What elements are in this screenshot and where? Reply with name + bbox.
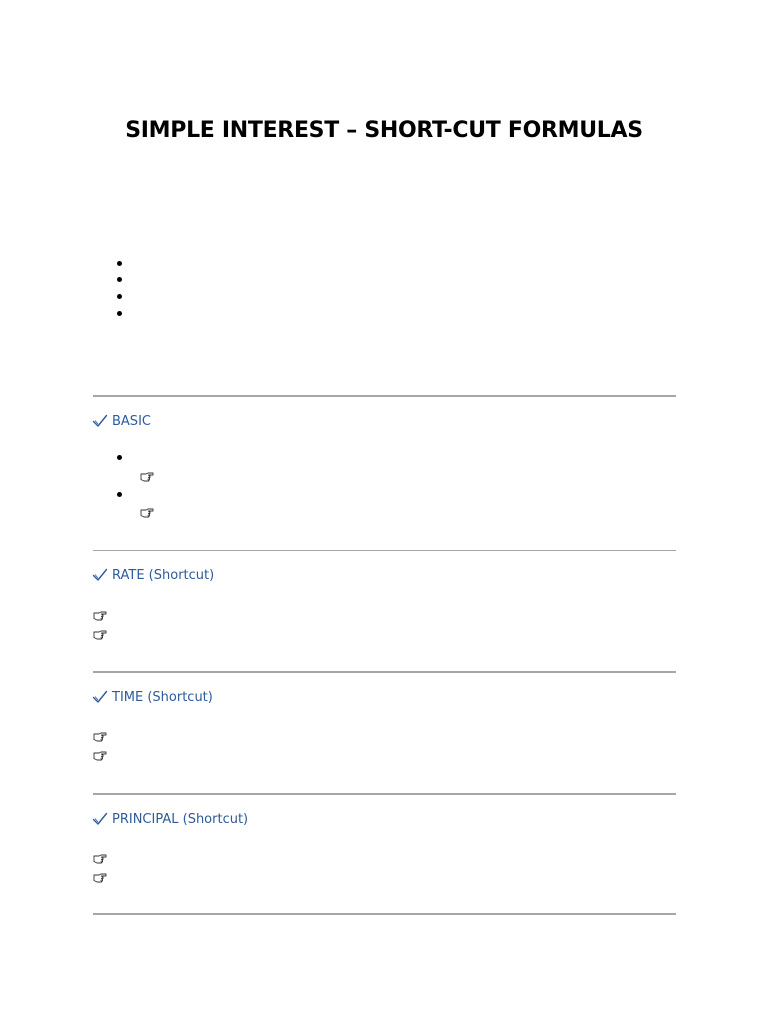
list-bullet <box>117 294 122 299</box>
list-bullet <box>117 492 122 497</box>
section-heading-label: BASIC <box>112 413 151 429</box>
divider <box>93 671 676 673</box>
list-bullet <box>117 277 122 282</box>
check-icon <box>92 812 108 826</box>
pointing-hand-icon <box>140 506 154 518</box>
pointing-hand-icon <box>93 749 107 761</box>
pointing-hand-icon <box>93 609 107 621</box>
section-heading <box>92 810 248 828</box>
pointing-hand-icon <box>93 628 107 640</box>
divider <box>93 913 676 915</box>
section-heading-label: TIME (Shortcut) <box>112 689 213 705</box>
check-icon <box>92 690 108 704</box>
divider <box>93 793 676 795</box>
section-heading <box>92 412 151 430</box>
list-bullet <box>117 455 122 460</box>
list-bullet <box>117 311 122 316</box>
pointing-hand-icon <box>140 470 154 482</box>
divider <box>93 550 676 551</box>
section-heading-label: RATE (Shortcut) <box>112 567 215 583</box>
check-icon <box>92 568 108 582</box>
section-heading <box>92 688 213 706</box>
pointing-hand-icon <box>93 852 107 864</box>
list-bullet <box>117 261 122 266</box>
check-icon <box>92 414 108 428</box>
section-heading-label: PRINCIPAL (Shortcut) <box>112 811 249 827</box>
section-heading <box>92 566 214 584</box>
pointing-hand-icon <box>93 730 107 742</box>
page-title: SIMPLE INTEREST – SHORT-CUT FORMULAS <box>125 118 643 143</box>
pointing-hand-icon <box>93 871 107 883</box>
divider <box>93 395 676 397</box>
